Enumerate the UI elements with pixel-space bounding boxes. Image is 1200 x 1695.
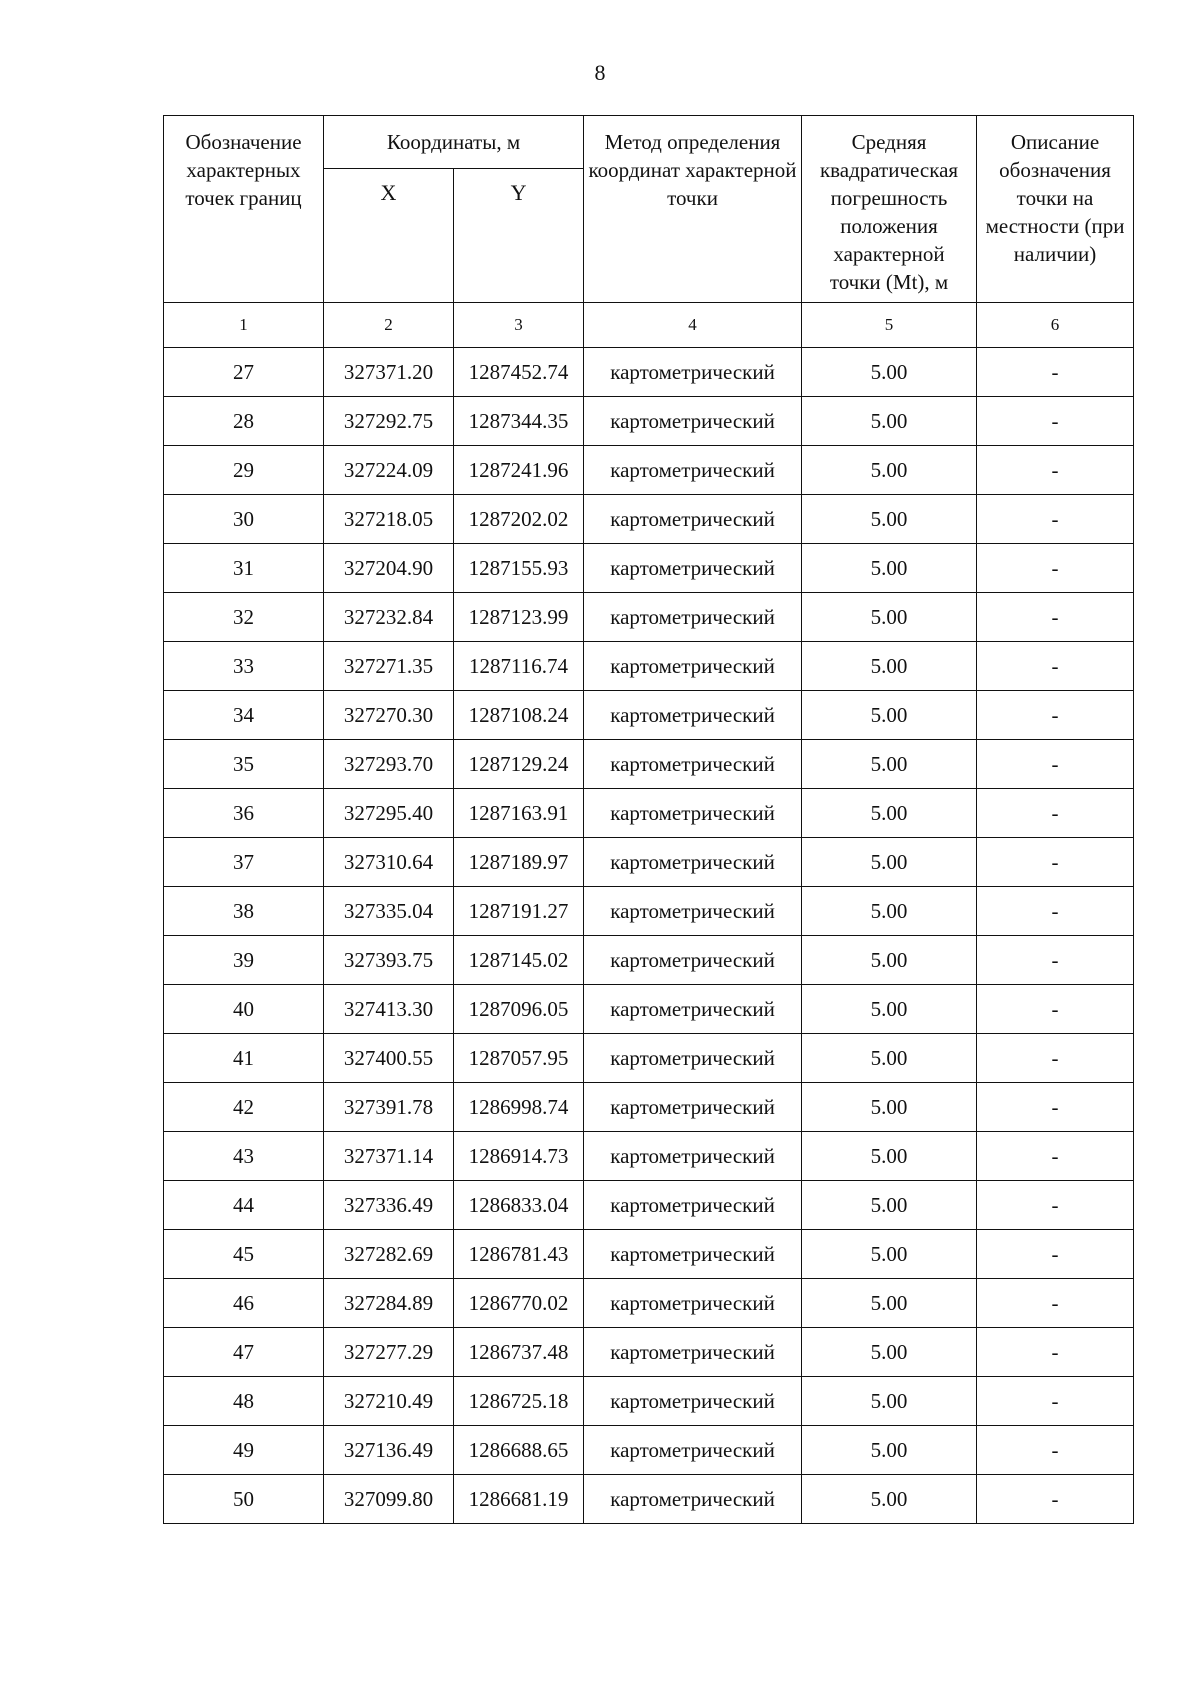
method-cell: картометрический: [584, 1181, 802, 1230]
point-number-cell: 28: [164, 397, 324, 446]
mean-square-error-cell: 5.00: [802, 495, 977, 544]
description-cell: -: [977, 838, 1134, 887]
y-coordinate-cell: 1287155.93: [454, 544, 584, 593]
method-cell: картометрический: [584, 1279, 802, 1328]
method-cell: картометрический: [584, 740, 802, 789]
y-coordinate-cell: 1286688.65: [454, 1426, 584, 1475]
description-cell: -: [977, 1475, 1134, 1524]
point-number-cell: 42: [164, 1083, 324, 1132]
y-coordinate-cell: 1287057.95: [454, 1034, 584, 1083]
table-row: [164, 1279, 1134, 1328]
method-cell: картометрический: [584, 642, 802, 691]
y-coordinate-cell: 1287096.05: [454, 985, 584, 1034]
y-coordinate-cell: 1286914.73: [454, 1132, 584, 1181]
description-cell: -: [977, 985, 1134, 1034]
mean-square-error-cell: 5.00: [802, 1034, 977, 1083]
column-number: 5: [802, 303, 977, 348]
point-number-cell: 49: [164, 1426, 324, 1475]
point-number-cell: 47: [164, 1328, 324, 1377]
header-description: Описание обозначения точки на местности (при наличии): [977, 116, 1134, 303]
mean-square-error-cell: 5.00: [802, 1426, 977, 1475]
y-coordinate-cell: 1287241.96: [454, 446, 584, 495]
mean-square-error-cell: 5.00: [802, 1328, 977, 1377]
point-number-cell: 30: [164, 495, 324, 544]
point-number-cell: 29: [164, 446, 324, 495]
method-cell: картометрический: [584, 936, 802, 985]
table-row: [164, 1230, 1134, 1279]
y-coordinate-cell: 1286998.74: [454, 1083, 584, 1132]
x-coordinate-cell: 327391.78: [324, 1083, 454, 1132]
mean-square-error-cell: 5.00: [802, 985, 977, 1034]
y-coordinate-cell: 1286833.04: [454, 1181, 584, 1230]
method-cell: картометрический: [584, 1083, 802, 1132]
method-cell: картометрический: [584, 1034, 802, 1083]
point-number-cell: 45: [164, 1230, 324, 1279]
point-number-cell: 32: [164, 593, 324, 642]
mean-square-error-cell: 5.00: [802, 1230, 977, 1279]
table-row: [164, 789, 1134, 838]
x-coordinate-cell: 327310.64: [324, 838, 454, 887]
table-row: [164, 936, 1134, 985]
table-row: [164, 1083, 1134, 1132]
y-coordinate-cell: 1287123.99: [454, 593, 584, 642]
table-row: [164, 740, 1134, 789]
x-coordinate-cell: 327099.80: [324, 1475, 454, 1524]
y-coordinate-cell: 1287145.02: [454, 936, 584, 985]
point-number-cell: 40: [164, 985, 324, 1034]
point-number-cell: 35: [164, 740, 324, 789]
y-coordinate-cell: 1287189.97: [454, 838, 584, 887]
x-coordinate-cell: 327371.14: [324, 1132, 454, 1181]
x-coordinate-cell: 327393.75: [324, 936, 454, 985]
table-header: [164, 116, 1134, 348]
point-number-cell: 39: [164, 936, 324, 985]
boundary-points-table: [163, 115, 1134, 1524]
point-number-cell: 50: [164, 1475, 324, 1524]
x-coordinate-cell: 327210.49: [324, 1377, 454, 1426]
point-number-cell: 36: [164, 789, 324, 838]
table-row: [164, 1426, 1134, 1475]
method-cell: картометрический: [584, 985, 802, 1034]
table-row: [164, 1132, 1134, 1181]
mean-square-error-cell: 5.00: [802, 740, 977, 789]
header-point-designation: Обозначение характерных точек границ: [164, 116, 324, 303]
x-coordinate-cell: 327284.89: [324, 1279, 454, 1328]
method-cell: картометрический: [584, 838, 802, 887]
description-cell: -: [977, 936, 1134, 985]
table-row: [164, 887, 1134, 936]
x-coordinate-cell: 327293.70: [324, 740, 454, 789]
mean-square-error-cell: 5.00: [802, 446, 977, 495]
point-number-cell: 46: [164, 1279, 324, 1328]
mean-square-error-cell: 5.00: [802, 1132, 977, 1181]
x-coordinate-cell: 327336.49: [324, 1181, 454, 1230]
method-cell: картометрический: [584, 495, 802, 544]
point-number-cell: 44: [164, 1181, 324, 1230]
table-row: [164, 593, 1134, 642]
x-coordinate-cell: 327371.20: [324, 348, 454, 397]
mean-square-error-cell: 5.00: [802, 397, 977, 446]
column-number: 4: [584, 303, 802, 348]
header-mean-square-error: Средняя квадратическая погрешность положения характерной точки (Mt), м: [802, 116, 977, 303]
y-coordinate-cell: 1287163.91: [454, 789, 584, 838]
y-coordinate-cell: 1286781.43: [454, 1230, 584, 1279]
table-row: [164, 642, 1134, 691]
column-number: 2: [324, 303, 454, 348]
x-coordinate-cell: 327224.09: [324, 446, 454, 495]
table-row: [164, 348, 1134, 397]
description-cell: -: [977, 1132, 1134, 1181]
column-number: 3: [454, 303, 584, 348]
x-coordinate-cell: 327413.30: [324, 985, 454, 1034]
x-coordinate-cell: 327277.29: [324, 1328, 454, 1377]
point-number-cell: 38: [164, 887, 324, 936]
description-cell: -: [977, 789, 1134, 838]
y-coordinate-cell: 1287129.24: [454, 740, 584, 789]
description-cell: -: [977, 1034, 1134, 1083]
method-cell: картометрический: [584, 593, 802, 642]
mean-square-error-cell: 5.00: [802, 838, 977, 887]
y-coordinate-cell: 1287202.02: [454, 495, 584, 544]
table-row: [164, 495, 1134, 544]
column-number-row: [164, 303, 1134, 348]
y-coordinate-cell: 1287116.74: [454, 642, 584, 691]
mean-square-error-cell: 5.00: [802, 1279, 977, 1328]
mean-square-error-cell: 5.00: [802, 1181, 977, 1230]
table-row: [164, 1475, 1134, 1524]
x-coordinate-cell: 327295.40: [324, 789, 454, 838]
table-row: [164, 1034, 1134, 1083]
method-cell: картометрический: [584, 1426, 802, 1475]
method-cell: картометрический: [584, 789, 802, 838]
table-row: [164, 838, 1134, 887]
point-number-cell: 31: [164, 544, 324, 593]
description-cell: -: [977, 1083, 1134, 1132]
description-cell: -: [977, 348, 1134, 397]
header-method: Метод определения координат характерной точки: [584, 116, 802, 303]
x-coordinate-cell: 327282.69: [324, 1230, 454, 1279]
y-coordinate-cell: 1287191.27: [454, 887, 584, 936]
method-cell: картометрический: [584, 446, 802, 495]
description-cell: -: [977, 1279, 1134, 1328]
description-cell: -: [977, 1230, 1134, 1279]
method-cell: картометрический: [584, 348, 802, 397]
mean-square-error-cell: 5.00: [802, 936, 977, 985]
point-number-cell: 34: [164, 691, 324, 740]
table-row: [164, 544, 1134, 593]
mean-square-error-cell: 5.00: [802, 642, 977, 691]
point-number-cell: 41: [164, 1034, 324, 1083]
mean-square-error-cell: 5.00: [802, 348, 977, 397]
description-cell: -: [977, 691, 1134, 740]
description-cell: -: [977, 593, 1134, 642]
method-cell: картометрический: [584, 544, 802, 593]
description-cell: -: [977, 887, 1134, 936]
x-coordinate-cell: 327232.84: [324, 593, 454, 642]
column-number: 6: [977, 303, 1134, 348]
description-cell: -: [977, 1181, 1134, 1230]
method-cell: картометрический: [584, 1475, 802, 1524]
y-coordinate-cell: 1287344.35: [454, 397, 584, 446]
mean-square-error-cell: 5.00: [802, 544, 977, 593]
point-number-cell: 33: [164, 642, 324, 691]
y-coordinate-cell: 1286770.02: [454, 1279, 584, 1328]
description-cell: -: [977, 544, 1134, 593]
mean-square-error-cell: 5.00: [802, 1475, 977, 1524]
description-cell: -: [977, 1328, 1134, 1377]
table-row: [164, 1181, 1134, 1230]
header-y: Y: [454, 169, 584, 303]
table-row: [164, 397, 1134, 446]
y-coordinate-cell: 1286737.48: [454, 1328, 584, 1377]
description-cell: -: [977, 397, 1134, 446]
mean-square-error-cell: 5.00: [802, 887, 977, 936]
y-coordinate-cell: 1287108.24: [454, 691, 584, 740]
method-cell: картометрический: [584, 397, 802, 446]
x-coordinate-cell: 327292.75: [324, 397, 454, 446]
method-cell: картометрический: [584, 1132, 802, 1181]
x-coordinate-cell: 327136.49: [324, 1426, 454, 1475]
header-x: X: [324, 169, 454, 303]
x-coordinate-cell: 327400.55: [324, 1034, 454, 1083]
header-coordinates: Координаты, м: [324, 116, 584, 169]
mean-square-error-cell: 5.00: [802, 691, 977, 740]
y-coordinate-cell: 1287452.74: [454, 348, 584, 397]
point-number-cell: 27: [164, 348, 324, 397]
x-coordinate-cell: 327270.30: [324, 691, 454, 740]
table-row: [164, 1328, 1134, 1377]
method-cell: картометрический: [584, 1230, 802, 1279]
method-cell: картометрический: [584, 1328, 802, 1377]
page-number: 8: [594, 60, 606, 85]
y-coordinate-cell: 1286725.18: [454, 1377, 584, 1426]
description-cell: -: [977, 446, 1134, 495]
mean-square-error-cell: 5.00: [802, 1083, 977, 1132]
description-cell: -: [977, 642, 1134, 691]
description-cell: -: [977, 1377, 1134, 1426]
point-number-cell: 37: [164, 838, 324, 887]
table-row: [164, 691, 1134, 740]
description-cell: -: [977, 495, 1134, 544]
table-body: [164, 348, 1134, 1524]
method-cell: картометрический: [584, 1377, 802, 1426]
description-cell: -: [977, 1426, 1134, 1475]
column-number: 1: [164, 303, 324, 348]
y-coordinate-cell: 1286681.19: [454, 1475, 584, 1524]
table-row: [164, 1377, 1134, 1426]
x-coordinate-cell: 327204.90: [324, 544, 454, 593]
table-row: [164, 985, 1134, 1034]
x-coordinate-cell: 327271.35: [324, 642, 454, 691]
mean-square-error-cell: 5.00: [802, 789, 977, 838]
table-row: [164, 446, 1134, 495]
method-cell: картометрический: [584, 887, 802, 936]
description-cell: -: [977, 740, 1134, 789]
x-coordinate-cell: 327218.05: [324, 495, 454, 544]
mean-square-error-cell: 5.00: [802, 1377, 977, 1426]
point-number-cell: 48: [164, 1377, 324, 1426]
mean-square-error-cell: 5.00: [802, 593, 977, 642]
method-cell: картометрический: [584, 691, 802, 740]
x-coordinate-cell: 327335.04: [324, 887, 454, 936]
point-number-cell: 43: [164, 1132, 324, 1181]
